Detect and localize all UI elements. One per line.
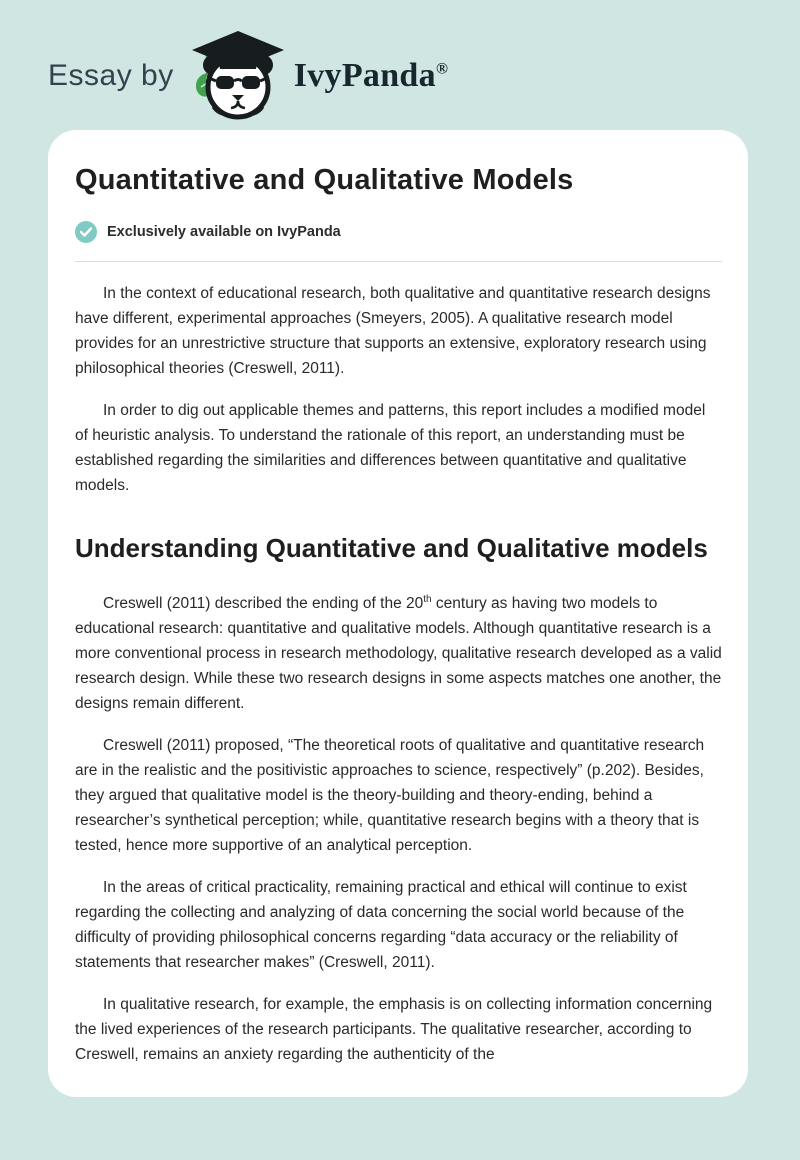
essay-body [75, 281, 722, 1067]
paragraph-1: In the context of educational research, both qualitative and quantitative research designs have different, experimental approaches (Smeyers, 2005). A qualitative research model provides for an unrestrictive structure that supports an extensive, exploratory research using philosophical theories (Creswell, 2011). [75, 285, 711, 377]
essay-by-label: Essay by [48, 59, 174, 92]
brand-wordmark [294, 57, 448, 95]
divider [75, 261, 722, 262]
essay-title: Quantitative and Qualitative Models [75, 164, 574, 196]
ordinal-superscript: th [423, 593, 432, 605]
section-heading: Understanding Quantitative and Qualitative models [75, 533, 708, 563]
site-header [0, 0, 800, 128]
paragraph-4: Creswell (2011) proposed, “The theoretical roots of qualitative and quantitative research are in the realistic and the positivistic approaches to science, respectively” (p.202). Besides, they argued that qualitative model is the theory-building and theory-ending, behind a researcher’s synthetical perception; while, quantitative research begins with a theory that is tested, hence more supportive of an analytical perception. [75, 736, 705, 854]
paragraph-5: In the areas of critical practicality, remaining practical and ethical will continue to exist regarding the collecting and analyzing of data concerning the social world because of the difficulty of providing philosophical concerns regarding “data accuracy or the reliability of statements that researcher makes” (Creswell, 2011). [75, 878, 687, 971]
paragraph-3-text: Creswell (2011) described the ending of the 20 [103, 594, 424, 612]
checkmark-badge-icon [75, 221, 97, 243]
paragraph-6: In qualitative research, for example, the emphasis is on collecting information concerning the lived experiences of the research participants. The qualitative researcher, according to Creswell, remains an anxiety regarding the authenticity of the [75, 995, 713, 1063]
paragraph-2: In order to dig out applicable themes and patterns, this report includes a modified model of heuristic analysis. To understand the rationale of this report, an understanding must be established regarding the similarities and differences between quantitative and qualitative models. [75, 402, 706, 494]
badge-label: Exclusively available on IvyPanda [107, 224, 341, 240]
registered-trademark-symbol: ® [435, 60, 449, 78]
essay-card [48, 130, 748, 1097]
paragraph-3-text: century as having two models to educational research: quantitative and qualitative models. Although quantitative research is a more conventional process in research methodology, qualitative research developed as a valid research design. While these two research designs in some aspects matches one another, the designs remain different. [75, 594, 722, 712]
ivypanda-panda-logo-icon [188, 29, 288, 123]
exclusivity-badge [75, 221, 722, 243]
paragraph-3 [75, 591, 722, 716]
brand-text: IvyPanda [293, 57, 436, 94]
panda-glasses [216, 76, 234, 89]
